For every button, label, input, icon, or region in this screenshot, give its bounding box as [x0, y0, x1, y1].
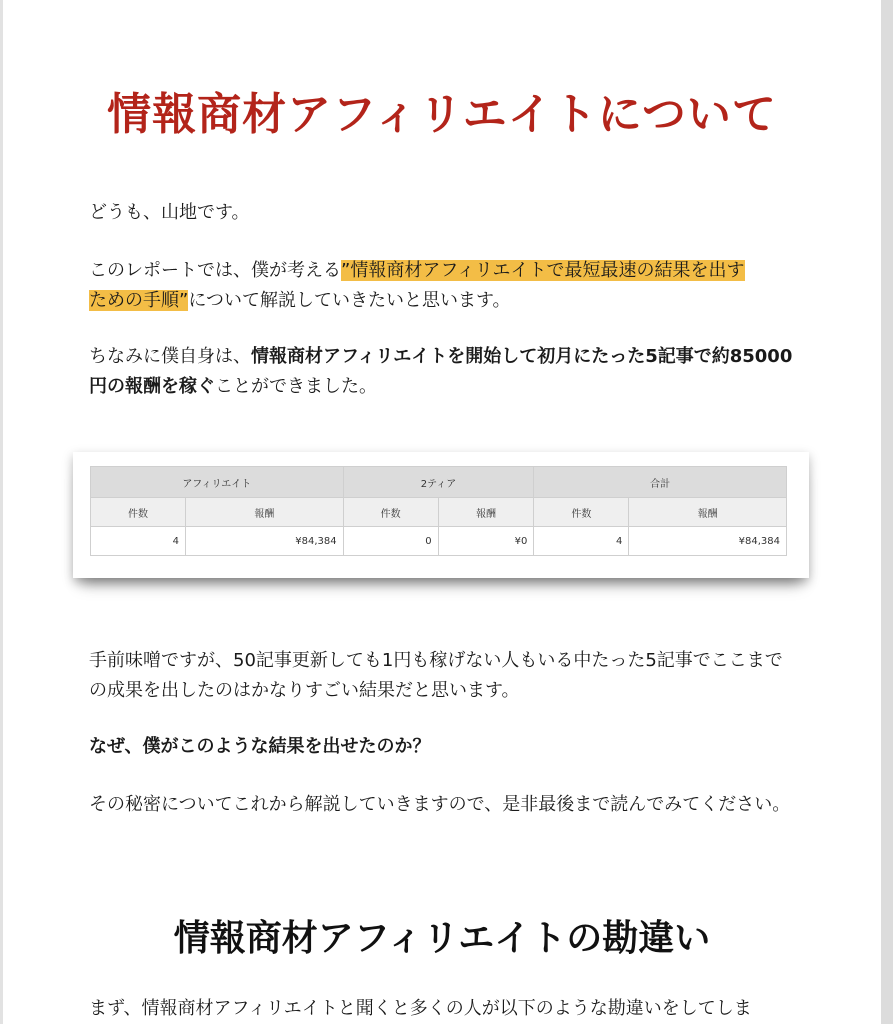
document-page [3, 0, 881, 1024]
table-subheader: 報酬 [438, 498, 534, 527]
earnings-table [90, 466, 787, 556]
table-group-header: アフィリエイト [91, 467, 344, 498]
result-bold-text: 情報商材アフィリエイトを開始して初月にたった5記事で約85000円の報酬を稼ぐ [89, 346, 793, 397]
highlighted-phrase-line2: ための手順” [89, 290, 189, 311]
table-cell: 0 [343, 527, 438, 556]
table-cell: ¥0 [438, 527, 534, 556]
result-text-post: ことができました。 [215, 376, 377, 397]
earnings-table-screenshot [73, 452, 809, 578]
table-group-header: 合計 [534, 467, 787, 498]
table-subheader: 件数 [91, 498, 186, 527]
page-title: 情報商材アフィリエイトについて [107, 89, 777, 140]
table-cell: 4 [91, 527, 186, 556]
result-text-pre: ちなみに僕自身は、 [89, 346, 251, 367]
table-group-header: 2ティア [343, 467, 534, 498]
section-heading: 情報商材アフィリエイトの勘違い [173, 918, 711, 959]
intro-text-post: について解説していきたいと思います。 [188, 290, 511, 311]
table-subheader: 件数 [534, 498, 629, 527]
intro-text-pre: このレポートでは、僕が考える [89, 260, 341, 281]
achievement-paragraph [89, 646, 799, 706]
table-cell: ¥84,384 [629, 527, 787, 556]
table-cell: 4 [534, 527, 629, 556]
table-subheader: 件数 [343, 498, 438, 527]
table-subheader-row [91, 498, 787, 527]
achievement-text: 手前味噌ですが、50記事更新しても1円も稼げない人もいる中たった5記事でここまでの成果を出したのはかなりすごい結果だと思います。 [89, 650, 783, 701]
misconception-paragraph [89, 994, 799, 1024]
question-text: なぜ、僕がこのような結果を出せたのか？ [89, 736, 431, 757]
result-paragraph [89, 342, 799, 402]
table-subheader: 報酬 [186, 498, 344, 527]
page-edge-right [881, 0, 893, 1024]
table-row [91, 527, 787, 556]
highlighted-phrase-line1: ”情報商材アフィリエイトで最短最速の結果を出す [341, 260, 745, 281]
secret-paragraph [89, 790, 799, 820]
question-paragraph [89, 732, 799, 762]
greeting-text: どうも、山地です。 [89, 202, 250, 223]
table-group-header-row [91, 467, 787, 498]
intro-paragraph [89, 256, 799, 316]
secret-text: その秘密についてこれから解説していきますので、是非最後まで読んでみてください。 [89, 794, 791, 815]
table-subheader: 報酬 [629, 498, 787, 527]
misconception-text: まず、情報商材アフィリエイトと聞くと多くの人が以下のような勘違いをしてしま [89, 998, 752, 1019]
table-cell: ¥84,384 [186, 527, 344, 556]
greeting-paragraph [89, 198, 799, 228]
